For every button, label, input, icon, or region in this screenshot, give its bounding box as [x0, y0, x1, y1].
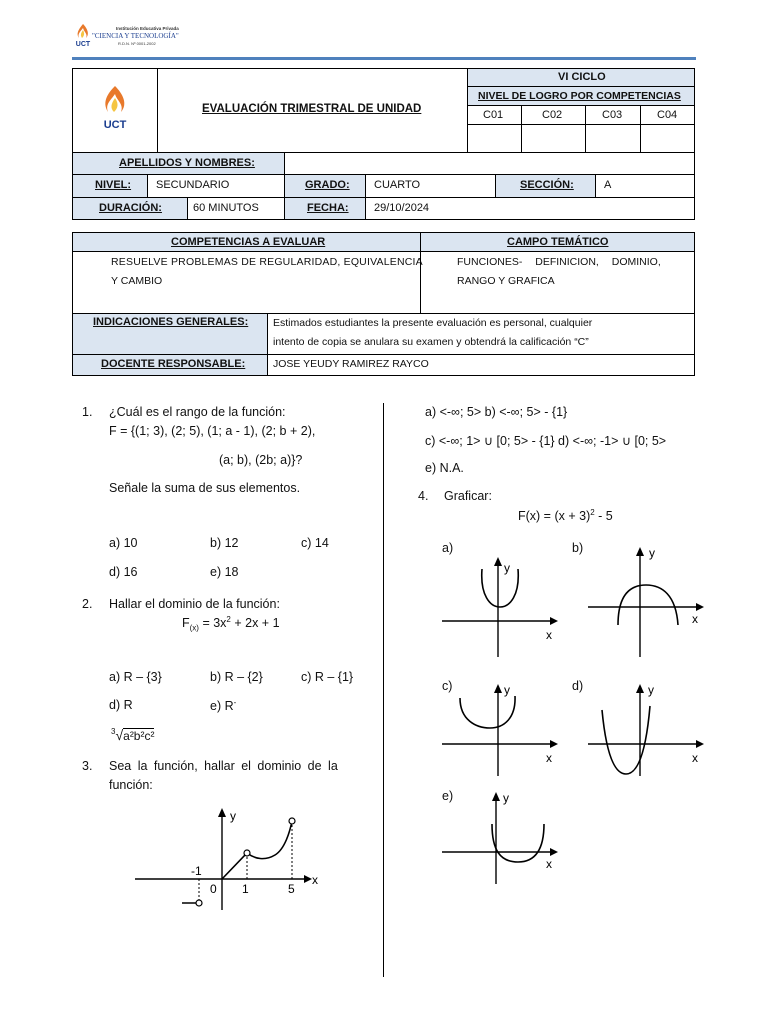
section-value: A — [604, 179, 612, 191]
section-label-cell — [495, 174, 596, 198]
grade-value-cell — [365, 174, 496, 198]
q4-label-b: b) — [572, 541, 584, 555]
score-c03[interactable] — [585, 124, 641, 153]
y-arrow-icon — [636, 547, 644, 556]
q3-label-x: x — [312, 873, 318, 887]
x-arrow-icon — [550, 617, 558, 625]
field-header: CAMPO TEMÁTICO — [507, 236, 609, 248]
svg-text:y: y — [649, 546, 655, 560]
institution-name: "CIENCIA Y TECNOLOGÍA" — [92, 32, 179, 40]
institution-resolution: R.D.N. Nº 0001-2002 — [118, 41, 156, 46]
field-text-line1: FUNCIONES- DEFINICION, DOMINIO, — [457, 256, 661, 268]
svg-text:x: x — [692, 612, 698, 626]
svg-text:x: x — [692, 751, 698, 765]
q3-open-point — [289, 818, 295, 824]
q3-y-arrow-icon — [218, 808, 226, 817]
x-arrow-icon — [696, 603, 704, 611]
q3-label-y: y — [230, 809, 236, 823]
x-arrow-icon — [550, 740, 558, 748]
comp-header-cell — [72, 232, 421, 252]
achievement-cell — [467, 86, 695, 106]
institution-line1: Institución Educativa Privada — [116, 26, 179, 31]
q3-options-line1[interactable]: a) <-∞; 5> b) <-∞; 5> - {1} — [425, 405, 568, 419]
q3-line2: función: — [109, 778, 153, 792]
duration-label: DURACIÓN: — [99, 202, 162, 214]
q4-label-a: a) — [442, 541, 454, 555]
q2-option-e[interactable]: e) R- — [210, 698, 237, 714]
y-arrow-icon — [494, 557, 502, 566]
column-divider — [383, 403, 384, 977]
comp-header: COMPETENCIAS A EVALUAR — [171, 236, 326, 248]
q4-number: 4. — [418, 489, 429, 503]
level-value: SECUNDARIO — [156, 179, 230, 191]
indications-line1: Estimados estudiantes la presente evaluación es personal, cualquier — [273, 317, 593, 329]
q4-graph-d[interactable] — [584, 682, 714, 778]
q3-label-1: 1 — [242, 882, 249, 896]
q4-graph-b[interactable] — [584, 545, 714, 660]
cycle-label: VI CICLO — [558, 71, 606, 83]
q1-line1: ¿Cuál es el rango de la función: — [109, 405, 286, 419]
header-rule — [72, 57, 696, 60]
cycle-cell — [467, 68, 695, 87]
names-field[interactable] — [284, 152, 695, 175]
q2-option-d[interactable]: d) R — [109, 698, 133, 712]
section-label: SECCIÓN: — [520, 179, 574, 191]
svg-text:UCT: UCT — [75, 41, 91, 48]
q3-x-arrow-icon — [304, 875, 312, 883]
flame-logo-icon — [72, 22, 94, 48]
duration-value: 60 MINUTOS — [193, 202, 259, 214]
logo-text: UCT — [103, 119, 127, 131]
q1-option-c[interactable]: c) 14 — [301, 536, 329, 550]
names-label-cell — [72, 152, 285, 175]
uct-flame-icon — [95, 84, 135, 132]
y-arrow-icon — [492, 792, 500, 801]
teacher-label: DOCENTE RESPONSABLE: — [101, 358, 246, 370]
q3-curve — [222, 821, 292, 879]
date-value-cell — [365, 197, 695, 220]
svg-text:y: y — [503, 791, 509, 805]
q4-graph-a[interactable] — [438, 555, 568, 660]
achievement-label: NIVEL DE LOGRO POR COMPETENCIAS — [478, 90, 681, 102]
teacher-value: JOSE YEUDY RAMIREZ RAYCO — [273, 358, 429, 370]
indications-label-cell — [72, 313, 268, 355]
score-c02[interactable] — [521, 124, 586, 153]
q2-option-b[interactable]: b) R – {2} — [210, 670, 263, 684]
institution-logo — [72, 22, 192, 50]
field-body-cell — [420, 251, 695, 314]
comp-text-line2: Y CAMBIO — [111, 275, 163, 287]
svg-text:x: x — [546, 628, 552, 642]
q4-function: $F(x) = (x + 3)^2 - 5$ — [518, 508, 613, 524]
q3-label-0: 0 — [210, 882, 217, 896]
score-c04[interactable] — [640, 124, 695, 153]
q1-line2: F = {(1; 3), (2; 5), (1; a - 1), (2; b + 2), — [109, 424, 316, 438]
q3-label-minus1: -1 — [191, 864, 202, 878]
y-arrow-icon — [494, 684, 502, 693]
x-arrow-icon — [696, 740, 704, 748]
q3-number: 3. — [82, 759, 93, 773]
q2-number: 2. — [82, 597, 93, 611]
page-title: EVALUACIÓN TRIMESTRAL DE UNIDAD — [202, 103, 422, 115]
teacher-label-cell — [72, 354, 268, 376]
comp-c03: C03 — [585, 105, 641, 125]
q3-open-point — [196, 900, 202, 906]
date-label-cell — [284, 197, 366, 220]
names-label: APELLIDOS Y NOMBRES: — [119, 157, 255, 169]
q4-label-c: c) — [442, 679, 453, 693]
section-value-cell — [595, 174, 695, 198]
grade-label: GRADO: — [305, 179, 350, 191]
q3-line1: Sea la función, hallar el dominio de la — [109, 759, 338, 773]
svg-text:x: x — [546, 857, 552, 871]
q3-graph — [130, 805, 330, 915]
comp-c02: C02 — [521, 105, 586, 125]
q3-options-line2[interactable]: c) <-∞; 1> ∪ [0; 5> - {1} d) <-∞; -1> ∪ [0; 5> — [425, 434, 667, 448]
svg-text:y: y — [648, 683, 654, 697]
comp-c01: C01 — [467, 105, 522, 125]
q3-options-line3[interactable]: e) N.A. — [425, 461, 464, 475]
indications-label: INDICACIONES GENERALES: — [93, 316, 249, 328]
date-label: FECHA: — [307, 202, 349, 214]
q4-label-e: e) — [442, 789, 454, 803]
comp-body-cell — [72, 251, 421, 314]
q1-line4: Señale la suma de sus elementos. — [109, 481, 301, 495]
grade-value: CUARTO — [374, 179, 421, 191]
x-arrow-icon — [550, 848, 558, 856]
q3-open-point — [244, 850, 250, 856]
indications-line2: intento de copia se anulara su examen y obtendrá la calificación “C” — [273, 336, 589, 348]
q2-function: $F_{(x)} = 3x^2 + 2x + 1$ — [182, 615, 280, 633]
score-c01[interactable] — [467, 124, 522, 153]
svg-text:y: y — [504, 683, 510, 697]
q2-option-c[interactable]: c) R – {1} — [301, 670, 354, 684]
indications-text-cell — [267, 313, 695, 355]
logo-cell — [72, 68, 158, 153]
duration-value-cell — [187, 197, 285, 220]
svg-text:x: x — [546, 751, 552, 765]
teacher-value-cell — [267, 354, 695, 376]
y-arrow-icon — [636, 684, 644, 693]
level-label: NIVEL: — [95, 179, 132, 191]
q1-number: 1. — [82, 405, 93, 419]
q2-option-a[interactable]: a) R – {3} — [109, 670, 162, 684]
level-label-cell — [72, 174, 148, 198]
field-text-line2: RANGO Y GRAFICA — [457, 275, 555, 287]
q1-option-e[interactable]: e) 18 — [210, 565, 239, 579]
q4-graph-e[interactable] — [438, 790, 568, 886]
level-value-cell — [147, 174, 285, 198]
q2-radical: $^3$√a²b²c² — [111, 727, 155, 743]
q1-option-a[interactable]: a) 10 — [109, 536, 138, 550]
comp-text-line1: RESUELVE PROBLEMAS DE REGULARIDAD, EQUIVALENCIA — [111, 256, 423, 268]
q1-option-d[interactable]: d) 16 — [109, 565, 138, 579]
q1-line3: (a; b), (2b; a)}? — [219, 453, 303, 467]
title-cell — [157, 68, 468, 153]
duration-label-cell — [72, 197, 188, 220]
q1-option-b[interactable]: b) 12 — [210, 536, 239, 550]
field-header-cell — [420, 232, 695, 252]
q3-label-5: 5 — [288, 882, 295, 896]
q2-line1: Hallar el dominio de la función: — [109, 597, 280, 611]
date-value: 29/10/2024 — [374, 202, 430, 214]
q4-label-d: d) — [572, 679, 584, 693]
q4-graph-c[interactable] — [438, 682, 568, 778]
q4-line1: Graficar: — [444, 489, 492, 503]
comp-c04: C04 — [640, 105, 695, 125]
grade-label-cell — [284, 174, 366, 198]
svg-text:y: y — [504, 561, 510, 575]
